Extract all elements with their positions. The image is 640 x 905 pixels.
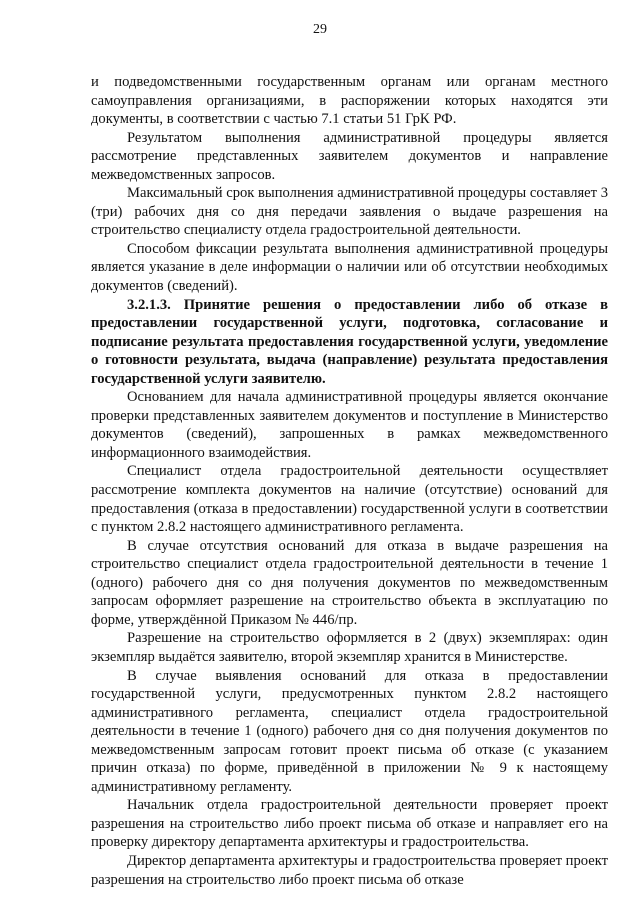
paragraph-permit-copies: Разрешение на строительство оформляется в 2 (двух) экземплярах: один экземпляр выдаётся заявителю, второй экземпляр хранится в Министерстве. [91,630,608,665]
paragraph-procedure-basis: Основанием для начала административной процедуры является окончание проверки представленных заявителем документов и поступление в Министерство документов (сведений), запрошенных в рамках межведомственного информационного взаимодействия. [91,389,608,461]
paragraph-no-refusal-grounds: В случае отсутствия оснований для отказа в выдаче разрешения на строительство специалист отдела градостроительной деятельности в течение 1 (одного) рабочего дня со дня получения документов по межведомственным запросам оформляет разрешение на строительство объекта в эксплуатацию по форме, утверждённой Приказом № 446/пр. [91,537,608,628]
section-heading-3-2-1-3: 3.2.1.3. Принятие решения о предоставлении либо об отказе в предоставлении государственной услуги, подготовка, согласование и подписание результата предоставления государственной услуги, уведомление о готовности результата, выдача (направление) результата предоставления государственной услуги заявителю. [91,296,608,387]
paragraph-specialist-review: Специалист отдела градостроительной деятельности осуществляет рассмотрение комплекта документов на наличие (отсутствие) оснований для предоставления (отказа в предоставлении) государственной услуги в соответствии с пунктом 2.8.2 настоящего административного регламента. [91,463,608,536]
paragraph-procedure-result: Результатом выполнения административной процедуры является рассмотрение представленных заявителем документов и направление межведомственных запросов. [91,129,608,183]
page-number: 29 [313,22,327,37]
paragraph-max-duration: Максимальный срок выполнения административной процедуры составляет 3 (три) рабочих дня со дня передачи заявления о выдаче разрешения на строительство специалисту отдела градостроительной деятельности. [91,185,608,239]
document-body [91,73,608,889]
paragraph-head-review: Начальник отдела градостроительной деятельности проверяет проект разрешения на строительство либо проект письма об отказе и направляет его на проверку директору департамента архитектуры и градостроительства. [91,797,608,851]
paragraph-director-review: Директор департамента архитектуры и градостроительства проверяет проект разрешения на строительство либо проект письма об отказе [91,852,609,888]
paragraph-refusal-grounds: В случае выявления оснований для отказа в предоставлении государственной услуги, предусмотренных пунктом 2.8.2 настоящего административного регламента, специалист отдела градостроительной деятельности в течение 1 (одного) рабочего дня со дня получения документов по межведомственным запросам готовит проект письма об отказе (с указанием причин отказа) по форме, приведённой в приложении № 9 к настоящему административному регламенту. [91,667,608,795]
paragraph-continuation: и подведомственными государственным органам или органам местного самоуправления организациями, в распоряжении которых находятся эти документы, в соответствии с частью 7.1 статьи 51 ГрК РФ. [91,74,608,128]
paragraph-fixation-method: Способом фиксации результата выполнения административной процедуры является указание в деле информации о наличии или об отсутствии необходимых документов (сведений). [91,240,608,295]
